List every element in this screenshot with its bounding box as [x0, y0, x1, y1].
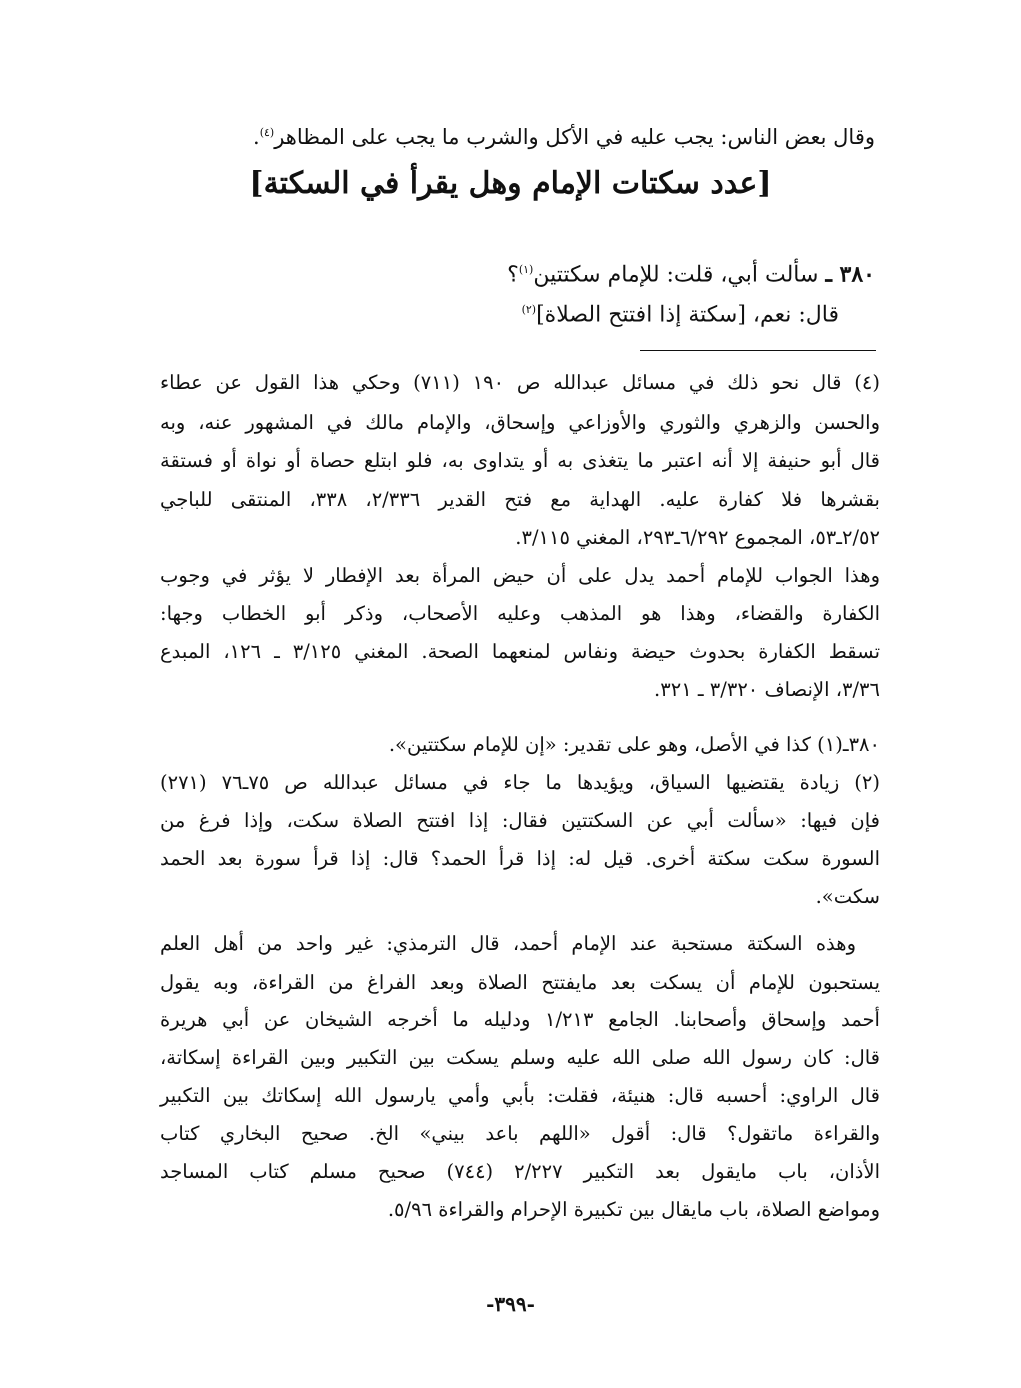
footnote-line: (٤) قال نحو ذلك في مسائل عبدالله ص ١٩٠ (٧١١) وحكي هذا القول عن عطاء — [160, 371, 880, 394]
footnote-line: ٣/٣٦، الإنصاف ٣/٣٢٠ ـ ٣٢١. — [654, 678, 880, 701]
text: . — [253, 125, 260, 149]
footnote-line: الأذان، باب مايقول بعد التكبير ٢/٢٢٧ (٧٤٤) صحيح مسلم كتاب المساجد — [160, 1160, 880, 1183]
text: ؟ — [507, 262, 519, 288]
footnote-line: قال: كان رسول الله صلى الله عليه وسلم يسكت بين التكبير وبين القراءة إسكاتة، — [160, 1046, 880, 1069]
footnote-line: يستحبون للإمام أن يسكت بعد مايفتتح الصلاة وبعد الفراغ من القراءة، وبه يقول — [160, 971, 880, 994]
footnote-line: قال الراوي: أحسبه قال: هنيئة، فقلت: بأبي وأمي يارسول الله إسكاتك بين التكبير — [160, 1084, 880, 1107]
footnote-line: فإن فيها: «سألت أبي عن السكتتين فقال: إذا افتتح الصلاة سكت، وإذا فرغ من — [160, 809, 880, 832]
footnote-line: (٢) زيادة يقتضيها السياق، ويؤيدها ما جاء في مسائل عبدالله ص ٧٥ـ٧٦ (٢٧١) — [160, 771, 880, 794]
footnote-line: قال أبو حنيفة إلا أنه اعتبر ما يتغذى به أو يتداوى به، فلو ابتلع حصاة أو نواة أو فستقة — [160, 449, 880, 472]
page-number: -٣٩٩- — [486, 1292, 535, 1316]
footnote-ref: (٢) — [521, 303, 537, 316]
footnote-line: سكت». — [815, 885, 880, 908]
footnote-line: وهذه السكتة مستحبة عند الإمام أحمد، قال الترمذي: غير واحد من أهل العلم — [160, 932, 856, 955]
question-text: سألت أبي، قلت: للإمام سكتتين — [533, 262, 819, 288]
footnote-line: ٣٨٠ـ(١) كذا في الأصل، وهو على تقدير: «إن للإمام سكتتين». — [388, 733, 880, 756]
question-line — [507, 255, 875, 290]
answer-line — [522, 295, 839, 330]
answer-text: قال: نعم، [سكتة إذا افتتح الصلاة] — [536, 302, 839, 328]
footnote-ref: (١) — [518, 263, 534, 276]
footnote-line: ٢/٥٢ـ٥٣، المجموع ٦/٢٩٢ـ٢٩٣، المغني ٣/١١٥. — [515, 526, 880, 549]
footnote-line: والقراءة ماتقول؟ قال: أقول «اللهم باعد بيني» الخ. صحيح البخاري كتاب — [160, 1122, 880, 1145]
footnote-line: السورة سكت سكتة أخرى. قيل له: إذا قرأ الحمد؟ قال: إذا قرأ سورة بعد الحمد — [160, 847, 880, 870]
footnote-line: وهذا الجواب للإمام أحمد يدل على أن حيض المرأة بعد الإفطار لا يؤثر في وجوب — [160, 564, 880, 587]
footnote-line: والحسن والزهري والثوري والأوزاعي وإسحاق، والإمام مالك في المشهور عنه، وبه — [160, 411, 880, 434]
footnote-line: أحمد وإسحاق وأصحابنا. الجامع ١/٢١٣ ودليله ما أخرجه الشيخان عن أبي هريرة — [160, 1008, 880, 1031]
entry-number: ٣٨٠ ـ — [825, 261, 875, 288]
footnote-line: ومواضع الصلاة، باب مايقال بين تكبيرة الإحرام والقراءة ٥/٩٦. — [387, 1198, 880, 1221]
footnote-line: الكفارة والقضاء، وهذا هو المذهب وعليه الأصحاب، وذكر أبو الخطاب وجها: — [160, 602, 880, 625]
text-line — [253, 118, 875, 152]
footnote-separator — [640, 350, 876, 351]
text: وقال بعض الناس: يجب عليه في الأكل والشرب ما يجب على المظاهر — [274, 125, 875, 149]
footnote-ref: (٤) — [259, 126, 275, 139]
footnote-line: تسقط الكفارة بحدوث حيضة ونفاس لمنعهما الصحة. المغني ٣/١٢٥ ـ ١٢٦، المبدع — [160, 640, 880, 663]
section-heading: [عدد سكتات الإمام وهل يقرأ في السكتة] — [249, 166, 772, 201]
footnote-line: بقشرها فلا كفارة عليه. الهداية مع فتح القدير ٢/٣٣٦، ٣٣٨، المنتقى للباجي — [160, 488, 880, 511]
